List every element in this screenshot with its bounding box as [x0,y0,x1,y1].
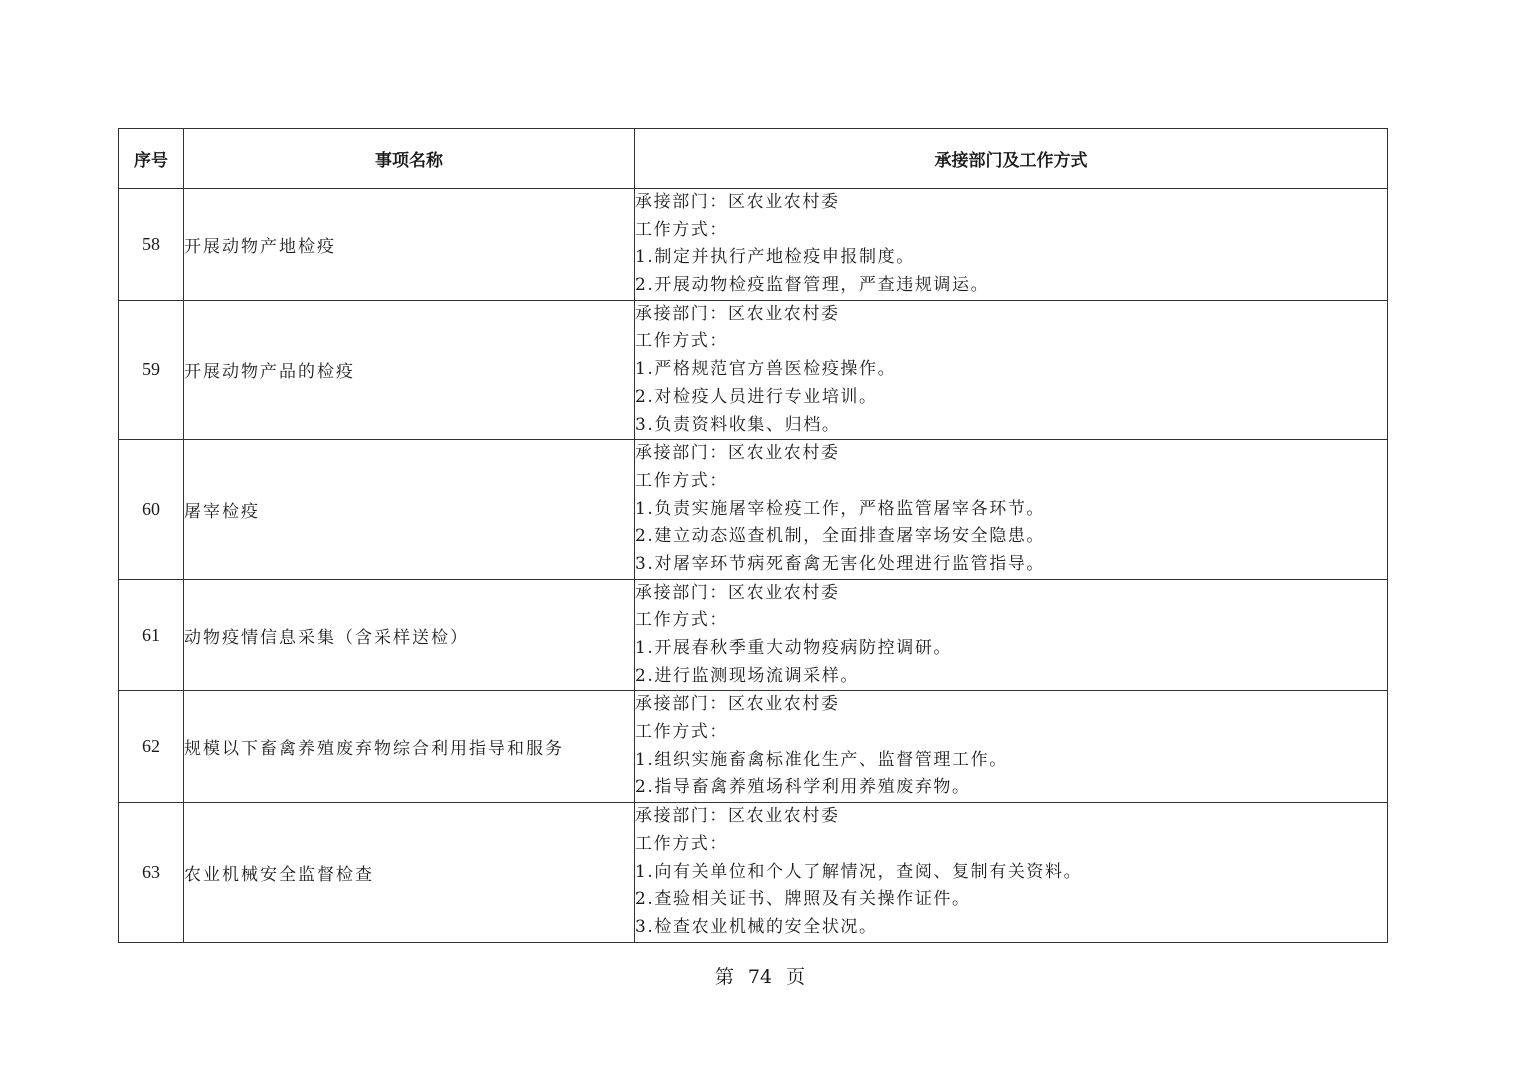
row-item-name: 开展动物产地检疫 [184,189,635,301]
header-serial-number: 序号 [119,129,184,189]
row-item-name: 农业机械安全监督检查 [184,803,635,942]
detail-line: 1.严格规范官方兽医检疫操作。 [635,359,897,380]
detail-line: 1.组织实施畜禽标准化生产、监督管理工作。 [635,749,1008,770]
row-work-details [635,440,1388,579]
detail-line: 工作方式： [635,610,728,631]
items-table [118,128,1388,943]
row-number: 60 [119,440,184,579]
detail-line: 承接部门：区农业农村委 [635,192,840,212]
table-row [119,440,1388,579]
detail-line: 1.开展春秋季重大动物疫病防控调研。 [635,638,953,658]
detail-line: 2.建立动态巡查机制，全面排查屠宰场安全隐患。 [635,526,1046,547]
row-number: 59 [119,300,184,439]
row-work-details [635,300,1388,439]
table-row [119,189,1388,301]
detail-line: 2.对检疫人员进行专业培训。 [635,386,878,407]
header-department-method: 承接部门及工作方式 [635,129,1388,189]
row-work-details [635,189,1388,301]
detail-line: 工作方式： [635,722,728,743]
row-work-details [635,803,1388,942]
row-number: 62 [119,691,184,803]
detail-line: 承接部门：区农业农村委 [635,806,840,827]
table-row [119,300,1388,439]
detail-line: 工作方式： [635,833,728,854]
detail-line: 承接部门：区农业农村委 [635,694,840,715]
page-footer [0,962,1520,989]
page-prefix: 第 [714,966,734,988]
row-number: 61 [119,579,184,691]
detail-line: 1.制定并执行产地检疫申报制度。 [635,247,915,268]
page-number: 74 [747,966,773,988]
row-item-name: 屠宰检疫 [184,440,635,579]
detail-line: 工作方式： [635,219,728,240]
detail-line: 2.指导畜禽养殖场科学利用养殖废弃物。 [635,777,971,798]
detail-line: 工作方式： [635,470,728,491]
detail-line: 2.进行监测现场流调采样。 [635,665,860,686]
detail-line: 工作方式： [635,331,728,352]
header-item-name: 事项名称 [184,129,635,189]
detail-line: 承接部门：区农业农村委 [635,303,840,324]
detail-line: 2.查验相关证书、牌照及有关操作证件。 [635,889,971,910]
page-suffix: 页 [786,966,806,988]
row-item-name: 开展动物产品的检疫 [184,300,635,439]
detail-line: 2.开展动物检疫监督管理，严查违规调运。 [635,275,990,296]
table-row [119,691,1388,803]
detail-line: 3.对屠宰环节病死畜禽无害化处理进行监管指导。 [635,553,1046,574]
row-item-name: 动物疫情信息采集（含采样送检） [184,579,635,691]
detail-line: 承接部门：区农业农村委 [635,443,840,464]
row-item-name: 规模以下畜禽养殖废弃物综合利用指导和服务 [184,691,635,803]
row-number: 63 [119,803,184,942]
detail-line: 1.向有关单位和个人了解情况，查阅、复制有关资料。 [635,861,1083,882]
detail-line: 3.负责资料收集、归档。 [635,414,841,435]
row-number: 58 [119,189,184,301]
row-work-details [635,579,1388,691]
table-row [119,803,1388,942]
detail-line: 1.负责实施屠宰检疫工作，严格监管屠宰各环节。 [635,498,1046,519]
table-row [119,579,1388,691]
detail-line: 承接部门：区农业农村委 [635,582,840,603]
detail-line: 3.检查农业机械的安全状况。 [635,916,878,937]
row-work-details [635,691,1388,803]
table-header-row [119,129,1388,189]
